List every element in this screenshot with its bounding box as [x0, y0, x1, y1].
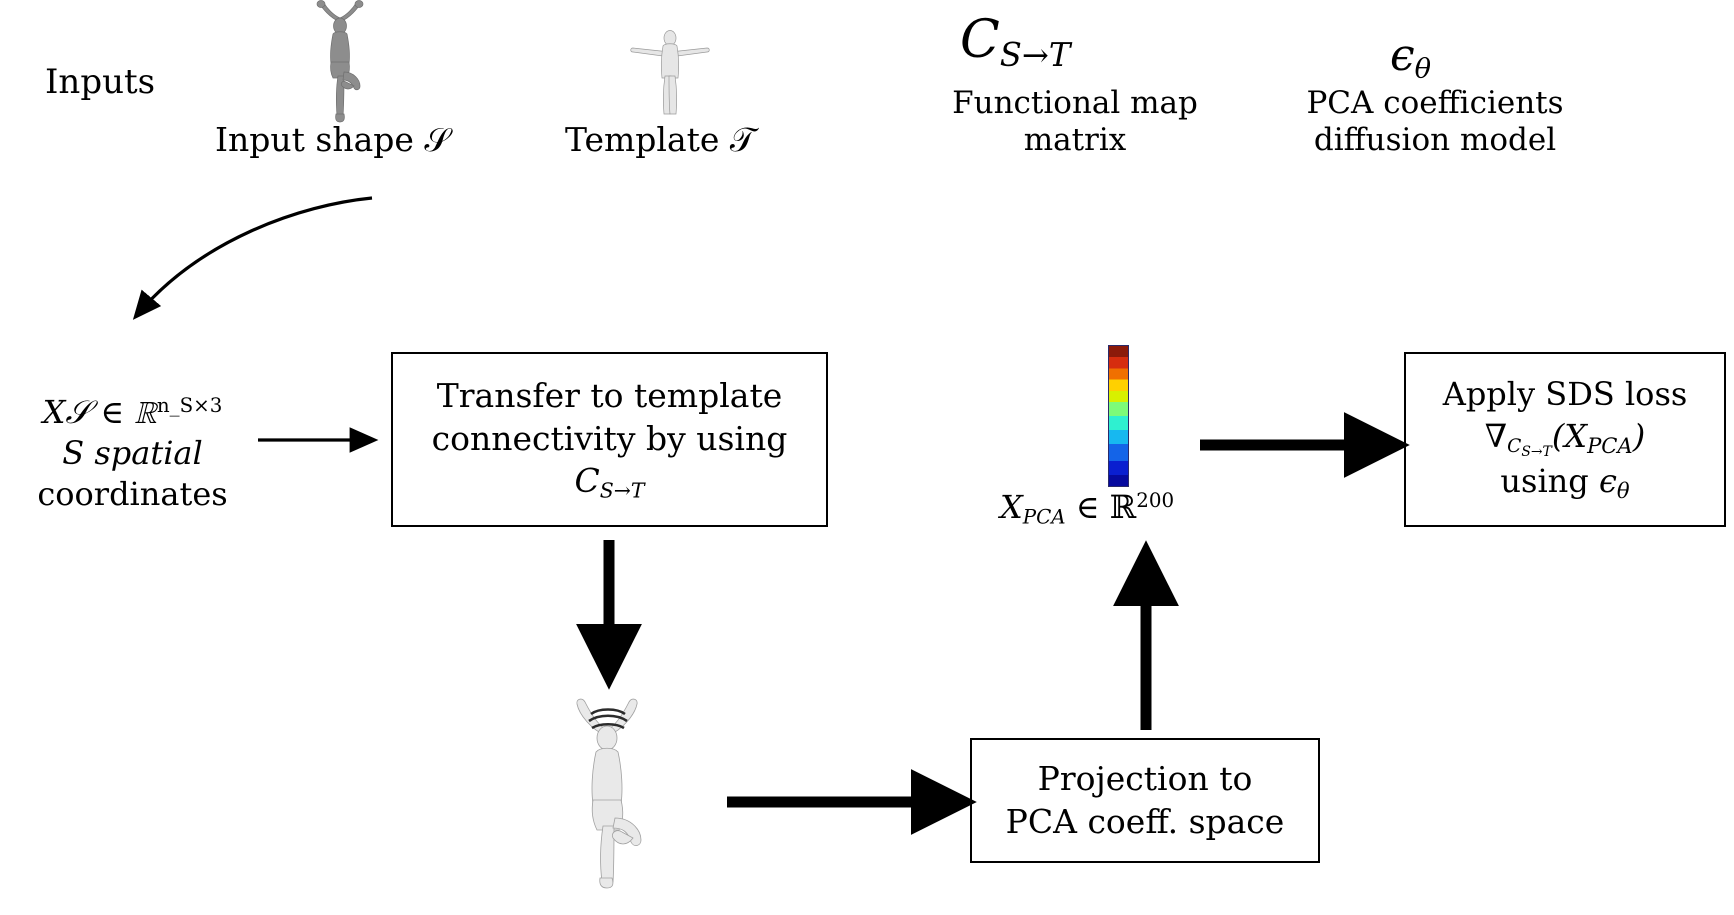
eps-symbol-sub: θ — [1414, 53, 1432, 85]
cmap-symbol-letter: C — [960, 10, 1000, 70]
sds-nabla-sub: CS→T — [1507, 436, 1552, 461]
cmap-desc-line2: matrix — [1023, 121, 1127, 158]
input-mesh-icon — [300, 0, 380, 125]
transfer-line3 — [432, 460, 788, 504]
input-shape-label — [215, 120, 450, 160]
xs-line2: S spatial — [62, 433, 203, 472]
transferred-mesh-icon — [555, 690, 660, 890]
xs-line1 — [10, 392, 255, 433]
transfer-cmap-letter: C — [574, 460, 600, 500]
xs-line1-text: X𝒮 ∈ ℝ — [42, 393, 157, 431]
box-projection-to-pca[interactable] — [970, 738, 1320, 863]
sds-line2 — [1443, 416, 1688, 461]
transfer-line1: Transfer to template — [436, 376, 783, 416]
functional-map-description — [930, 85, 1220, 158]
projection-line2: PCA coeff. space — [1005, 801, 1285, 841]
projection-line1: Projection to — [1037, 759, 1253, 799]
xs-coordinates-label — [10, 392, 255, 515]
diffusion-model-symbol — [1390, 30, 1431, 85]
xs-line1-sup: n_S×3 — [156, 394, 223, 418]
xpca-letter: X — [1000, 488, 1023, 526]
xpca-sub: PCA — [1022, 505, 1066, 529]
pca-colorbar-icon — [1108, 345, 1129, 487]
sds-eps: $\epsilon_\theta$ — [1598, 462, 1630, 504]
sds-line1: Apply SDS loss — [1442, 375, 1688, 414]
xpca-label — [1000, 488, 1174, 529]
transfer-line2: connectivity by using — [431, 418, 788, 458]
functional-map-symbol — [960, 10, 1070, 74]
inputs-label: Inputs — [45, 62, 156, 102]
cmap-symbol-sub: S→T — [999, 36, 1071, 75]
xpca-sup: 200 — [1136, 489, 1175, 513]
arrow-input-to-xs — [137, 198, 372, 315]
xpca-rest: ∈ ℝ — [1065, 488, 1137, 526]
box-transfer-to-template[interactable] — [391, 352, 828, 527]
sds-xpca: $(X_{PCA})$ — [1551, 417, 1646, 458]
eps-desc-line2: diffusion model — [1313, 121, 1557, 158]
transfer-cmap-sub: S→T — [599, 478, 645, 503]
template-label — [565, 120, 755, 160]
template-mesh-icon — [625, 18, 715, 118]
xs-line3: coordinates — [37, 474, 228, 513]
eps-desc-line1: PCA coefficients — [1306, 85, 1564, 121]
box-apply-sds-loss[interactable] — [1404, 352, 1726, 527]
input-shape-text: Input shape 𝒮 — [215, 120, 450, 159]
eps-symbol-letter: ϵ — [1390, 30, 1415, 81]
sds-line3: using $\epsilon_\theta$ — [1500, 462, 1630, 504]
template-text: Template 𝒯 — [565, 120, 756, 159]
sds-nabla: ∇ — [1484, 417, 1508, 456]
cmap-desc-line1: Functional map — [952, 85, 1198, 121]
diffusion-model-description — [1270, 85, 1600, 158]
